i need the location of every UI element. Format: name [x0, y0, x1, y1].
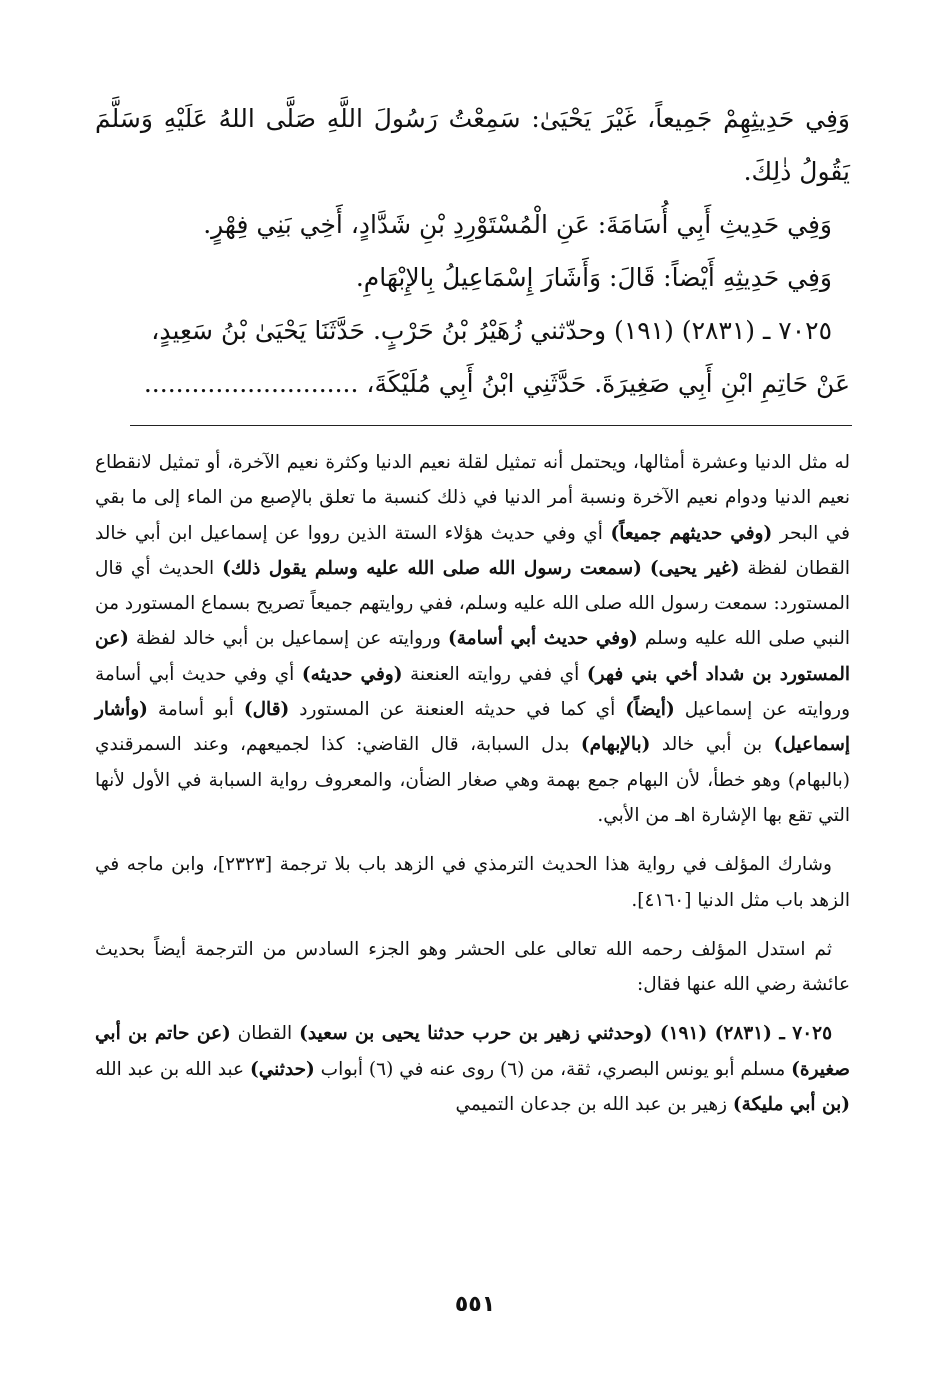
- commentary-text: بدل السبابة، قال القاضي: كذا لجميعهم، وعند السمرقندي (بالبهام) وهو خطأ، لأن البهام جمع بهمة وهي صغار الضأن، والمعروف رواية السبابة في الأول لأنها التي تقع بها الإشارة اهـ من الأبي.: [95, 734, 850, 826]
- hadith-line: عَنْ حَاتِمِ ابْنِ أَبِي صَغِيرَةَ. حَدَّثَنِي ابْنُ أَبِي مُلَيْكَةَ، ...........................: [143, 369, 850, 398]
- commentary-quote: (قال): [243, 699, 290, 721]
- commentary-text: [642, 558, 650, 579]
- hadith-line: وَفِي حَدِيثِهِ أَيْضاً: قَالَ: وَأَشَارَ إِسْمَاعِيلُ بِالإِبْهَامِ.: [355, 263, 832, 292]
- footnote-divider: [130, 425, 852, 426]
- commentary: [95, 445, 850, 1136]
- commentary-quote: (عن المستورد بن شداد أخي بني فهر): [95, 628, 851, 685]
- hadith-line: وَفِي حَدِيثِهِمْ جَمِيعاً، غَيْرَ يَحْيَىٰ: سَمِعْتُ رَسُولَ اللَّهِ صَلَّى اللهُ عَلَيْهِ وَسَلَّمَ: [95, 104, 850, 133]
- commentary-text: الحديث أي قال المستورد: سمعت رسول الله صلى الله عليه وسلم، ففي روايتهم جميعاً تصريح بسماع المستورد من النبي صلى الله عليه وسلم: [95, 557, 850, 650]
- commentary-paragraph: [95, 1016, 850, 1122]
- commentary-quote: (وفي حديثه): [301, 663, 403, 685]
- commentary-quote: (سمعت رسول الله صلى الله عليه وسلم يقول ذلك): [222, 557, 642, 579]
- hadith-line: يَقُولُ ذٰلِكَ.: [743, 157, 850, 186]
- commentary-text: زهير بن عبد الله بن جدعان التميمي: [455, 1094, 733, 1116]
- commentary-text: أي ففي روايته العنعنة: [402, 663, 587, 685]
- hadith-line: ٧٠٢٥ ـ (٢٨٣١) (١٩١) وحدّثني زُهَيْرُ بْنُ حَرْبٍ. حَدَّثَنَا يَحْيَىٰ بْنُ سَعِيدٍ،: [151, 316, 832, 345]
- commentary-quote: (أيضاً): [625, 699, 675, 721]
- hadith-line: وَفِي حَدِيثِ أَبِي أُسَامَةَ: عَنِ الْمُسْتَوْرِدِ بْنِ شَدَّادٍ، أَخِي بَنِي فِهْرٍ.: [203, 210, 832, 239]
- commentary-text: أبو أسامة: [147, 699, 244, 721]
- commentary-paragraph: ثم استدل المؤلف رحمه الله تعالى على الحشر وهو الجزء السادس من الترجمة أيضاً بحديث عائشة رضي الله عنها فقال:: [95, 938, 850, 996]
- page-number: ٥٥١: [454, 1292, 496, 1317]
- commentary-paragraph: [95, 445, 850, 833]
- commentary-quote: (وفي حديثهم جميعاً): [610, 522, 773, 544]
- commentary-quote: (غير يحيى): [649, 557, 740, 579]
- commentary-text: أي وفي حديث هؤلاء الستة الذين رووا عن إسماعيل ابن أبي خالد القطان لفظة: [95, 522, 851, 579]
- commentary-quote: (وأشار إسماعيل): [95, 699, 850, 756]
- commentary-text: أي كما في حديثه العنعنة عن المستورد: [289, 699, 626, 721]
- hadith-text: [95, 92, 850, 410]
- commentary-quote: (وفي حديث أبي أسامة): [448, 628, 638, 650]
- commentary-quote: ٧٠٢٥ ـ (٢٨٣١) (١٩١) (وحدثني زهير بن حرب حدثنا يحيى بن سعيد): [299, 1023, 833, 1045]
- commentary-text: القطان: [230, 1023, 300, 1045]
- commentary-text: له مثل الدنيا وعشرة أمثالها، ويحتمل أنه تمثيل لقلة نعيم الدنيا وكثرة نعيم الآخرة، أو تمثيل لانقطاع نعيم الدنيا ودوام نعيم الآخرة ونسبة أمر الدنيا في ذلك كنسبة ما تعلق بالإصبع من الماء إلى ما بقي في البحر: [95, 452, 851, 544]
- commentary-text: مسلم أبو يونس البصري، ثقة، من (٦) روى عنه في (٦) أبواب: [314, 1058, 792, 1080]
- commentary-quote: (حدثني): [249, 1058, 315, 1080]
- commentary-quote: (بالإبهام): [580, 734, 651, 756]
- commentary-text: وروايته عن إسماعيل بن أبي خالد لفظة: [128, 628, 448, 650]
- commentary-text: بن أبي خالد: [650, 734, 774, 756]
- commentary-paragraph: وشارك المؤلف في رواية هذا الحديث الترمذي في الزهد باب بلا ترجمة [٢٣٢٣]، وابن ماجه في الزهد باب مثل الدنيا [٤١٦٠].: [95, 854, 850, 911]
- commentary-quote: (بن أبي مليكة): [732, 1094, 850, 1116]
- commentary-text: عبد الله بن عبد الله: [95, 1058, 250, 1080]
- commentary-text: أي وفي حديث أبي أسامة وروايته عن إسماعيل: [95, 663, 851, 721]
- commentary-quote: (عن حاتم بن أبي صغيرة): [95, 1023, 851, 1080]
